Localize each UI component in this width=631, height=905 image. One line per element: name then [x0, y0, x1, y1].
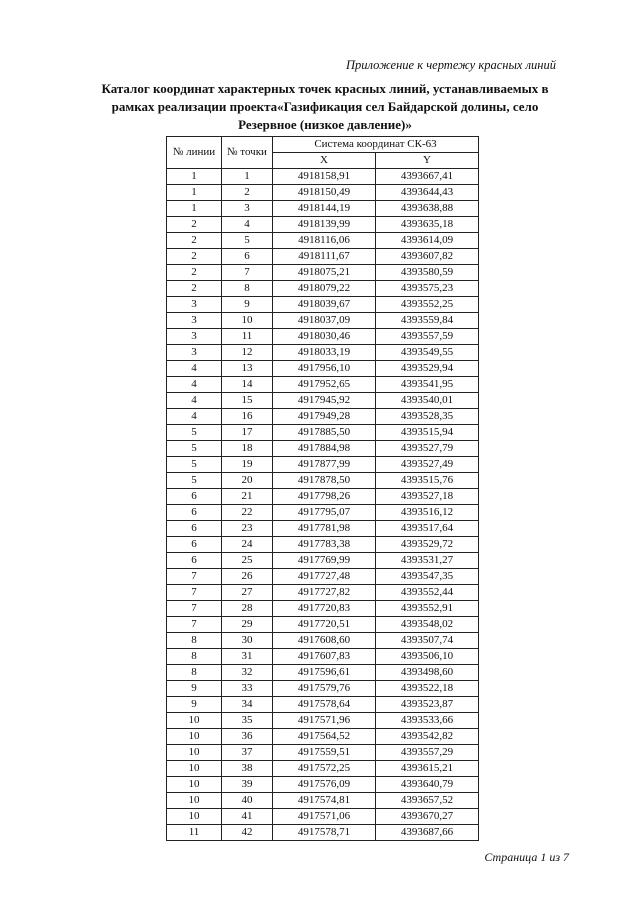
table-row: [167, 585, 479, 601]
cell-line-number: 1: [167, 169, 222, 185]
cell-y: 4393687,66: [376, 825, 479, 841]
cell-y: 4393670,27: [376, 809, 479, 825]
table-row: [167, 473, 479, 489]
cell-point-number: 37: [222, 745, 273, 761]
cell-x: 4918139,99: [273, 217, 376, 233]
cell-y: 4393638,88: [376, 201, 479, 217]
cell-x: 4917559,51: [273, 745, 376, 761]
cell-x: 4917571,96: [273, 713, 376, 729]
page-number: Страница 1 из 7: [484, 850, 569, 864]
cell-y: 4393549,55: [376, 345, 479, 361]
table-row: [167, 521, 479, 537]
cell-x: 4918150,49: [273, 185, 376, 201]
cell-point-number: 18: [222, 441, 273, 457]
cell-point-number: 17: [222, 425, 273, 441]
cell-point-number: 3: [222, 201, 273, 217]
cell-line-number: 10: [167, 761, 222, 777]
cell-x: 4917795,07: [273, 505, 376, 521]
cell-point-number: 11: [222, 329, 273, 345]
cell-point-number: 12: [222, 345, 273, 361]
cell-line-number: 6: [167, 553, 222, 569]
table-row: [167, 185, 479, 201]
table-row: [167, 281, 479, 297]
cell-x: 4917727,48: [273, 569, 376, 585]
cell-x: 4917781,98: [273, 521, 376, 537]
cell-point-number: 7: [222, 265, 273, 281]
header-x: X: [273, 153, 376, 169]
table-row: [167, 393, 479, 409]
cell-y: 4393614,09: [376, 233, 479, 249]
table-row: [167, 793, 479, 809]
cell-line-number: 4: [167, 377, 222, 393]
cell-point-number: 21: [222, 489, 273, 505]
cell-line-number: 5: [167, 441, 222, 457]
cell-line-number: 5: [167, 457, 222, 473]
cell-point-number: 13: [222, 361, 273, 377]
table-row: [167, 697, 479, 713]
cell-x: 4917884,98: [273, 441, 376, 457]
cell-x: 4918033,19: [273, 345, 376, 361]
table-row: [167, 457, 479, 473]
cell-x: 4917607,83: [273, 649, 376, 665]
cell-line-number: 7: [167, 569, 222, 585]
table-row: [167, 809, 479, 825]
cell-line-number: 11: [167, 825, 222, 841]
cell-y: 4393557,29: [376, 745, 479, 761]
cell-point-number: 15: [222, 393, 273, 409]
cell-y: 4393557,59: [376, 329, 479, 345]
cell-line-number: 6: [167, 505, 222, 521]
title-line-1: Каталог координат характерных точек красных линий, устанавливаемых в: [101, 81, 549, 96]
table-row: [167, 665, 479, 681]
cell-line-number: 2: [167, 233, 222, 249]
cell-line-number: 4: [167, 409, 222, 425]
title-line-2: рамках реализации проекта«Газификация сел Байдарской долины, село: [111, 99, 539, 114]
cell-line-number: 2: [167, 281, 222, 297]
cell-point-number: 6: [222, 249, 273, 265]
cell-y: 4393657,52: [376, 793, 479, 809]
cell-x: 4917579,76: [273, 681, 376, 697]
cell-line-number: 9: [167, 681, 222, 697]
header-coordinate-system: Система координат СК-63: [273, 137, 479, 153]
cell-y: 4393552,44: [376, 585, 479, 601]
table-row: [167, 649, 479, 665]
table-row: [167, 169, 479, 185]
cell-x: 4917578,64: [273, 697, 376, 713]
cell-x: 4917952,65: [273, 377, 376, 393]
appendix-note: Приложение к чертежу красных линий: [346, 58, 556, 72]
cell-point-number: 4: [222, 217, 273, 233]
cell-point-number: 40: [222, 793, 273, 809]
cell-y: 4393640,79: [376, 777, 479, 793]
cell-x: 4917956,10: [273, 361, 376, 377]
header-point-number: № точки: [222, 137, 273, 169]
cell-line-number: 2: [167, 249, 222, 265]
cell-y: 4393528,35: [376, 409, 479, 425]
cell-line-number: 10: [167, 713, 222, 729]
cell-y: 4393547,35: [376, 569, 479, 585]
cell-line-number: 10: [167, 729, 222, 745]
table-row: [167, 345, 479, 361]
table-row: [167, 825, 479, 841]
cell-line-number: 6: [167, 537, 222, 553]
cell-line-number: 6: [167, 521, 222, 537]
table-row: [167, 681, 479, 697]
cell-y: 4393516,12: [376, 505, 479, 521]
cell-y: 4393635,18: [376, 217, 479, 233]
document-title: [95, 80, 555, 134]
cell-line-number: 2: [167, 217, 222, 233]
cell-point-number: 26: [222, 569, 273, 585]
table-body: [167, 169, 479, 841]
table-row: [167, 233, 479, 249]
cell-x: 4917798,26: [273, 489, 376, 505]
table-row: [167, 377, 479, 393]
cell-point-number: 25: [222, 553, 273, 569]
cell-y: 4393533,66: [376, 713, 479, 729]
cell-y: 4393527,18: [376, 489, 479, 505]
cell-point-number: 20: [222, 473, 273, 489]
header-line-number: № линии: [167, 137, 222, 169]
cell-point-number: 1: [222, 169, 273, 185]
cell-point-number: 32: [222, 665, 273, 681]
cell-y: 4393667,41: [376, 169, 479, 185]
table-row: [167, 617, 479, 633]
cell-x: 4918111,67: [273, 249, 376, 265]
cell-y: 4393580,59: [376, 265, 479, 281]
cell-x: 4917564,52: [273, 729, 376, 745]
cell-y: 4393522,18: [376, 681, 479, 697]
cell-y: 4393540,01: [376, 393, 479, 409]
table-row: [167, 425, 479, 441]
cell-y: 4393552,25: [376, 297, 479, 313]
cell-x: 4918144,19: [273, 201, 376, 217]
cell-x: 4917878,50: [273, 473, 376, 489]
cell-y: 4393644,43: [376, 185, 479, 201]
table-row: [167, 441, 479, 457]
cell-line-number: 8: [167, 633, 222, 649]
cell-y: 4393559,84: [376, 313, 479, 329]
cell-y: 4393575,23: [376, 281, 479, 297]
cell-x: 4917574,81: [273, 793, 376, 809]
cell-x: 4917945,92: [273, 393, 376, 409]
cell-point-number: 8: [222, 281, 273, 297]
table-row: [167, 601, 479, 617]
cell-x: 4918075,21: [273, 265, 376, 281]
cell-line-number: 3: [167, 345, 222, 361]
cell-x: 4918158,91: [273, 169, 376, 185]
table-row: [167, 329, 479, 345]
table-row: [167, 777, 479, 793]
cell-y: 4393523,87: [376, 697, 479, 713]
cell-y: 4393515,94: [376, 425, 479, 441]
cell-y: 4393541,95: [376, 377, 479, 393]
cell-point-number: 5: [222, 233, 273, 249]
table-row: [167, 633, 479, 649]
cell-line-number: 10: [167, 793, 222, 809]
cell-x: 4917578,71: [273, 825, 376, 841]
table-row: [167, 217, 479, 233]
cell-point-number: 38: [222, 761, 273, 777]
cell-line-number: 3: [167, 313, 222, 329]
cell-x: 4917769,99: [273, 553, 376, 569]
cell-x: 4918116,06: [273, 233, 376, 249]
title-line-3: Резервное (низкое давление)»: [238, 117, 412, 132]
cell-y: 4393527,49: [376, 457, 479, 473]
table-row: [167, 569, 479, 585]
cell-point-number: 34: [222, 697, 273, 713]
cell-line-number: 8: [167, 649, 222, 665]
table-row: [167, 297, 479, 313]
cell-line-number: 3: [167, 297, 222, 313]
cell-y: 4393529,72: [376, 537, 479, 553]
cell-line-number: 7: [167, 617, 222, 633]
cell-y: 4393507,74: [376, 633, 479, 649]
cell-x: 4918030,46: [273, 329, 376, 345]
cell-y: 4393542,82: [376, 729, 479, 745]
cell-y: 4393527,79: [376, 441, 479, 457]
cell-x: 4917720,83: [273, 601, 376, 617]
cell-point-number: 41: [222, 809, 273, 825]
cell-point-number: 27: [222, 585, 273, 601]
cell-line-number: 10: [167, 745, 222, 761]
cell-x: 4917877,99: [273, 457, 376, 473]
cell-line-number: 1: [167, 185, 222, 201]
cell-x: 4918039,67: [273, 297, 376, 313]
cell-y: 4393515,76: [376, 473, 479, 489]
cell-x: 4917576,09: [273, 777, 376, 793]
table-row: [167, 313, 479, 329]
cell-point-number: 42: [222, 825, 273, 841]
cell-line-number: 3: [167, 329, 222, 345]
cell-y: 4393529,94: [376, 361, 479, 377]
cell-point-number: 23: [222, 521, 273, 537]
cell-x: 4917571,06: [273, 809, 376, 825]
table-row: [167, 505, 479, 521]
cell-line-number: 9: [167, 697, 222, 713]
table-row: [167, 761, 479, 777]
cell-x: 4917783,38: [273, 537, 376, 553]
cell-y: 4393552,91: [376, 601, 479, 617]
cell-point-number: 36: [222, 729, 273, 745]
table-row: [167, 489, 479, 505]
cell-point-number: 24: [222, 537, 273, 553]
coordinates-table: [166, 136, 479, 841]
cell-x: 4917885,50: [273, 425, 376, 441]
table-row: [167, 729, 479, 745]
cell-x: 4917727,82: [273, 585, 376, 601]
cell-line-number: 7: [167, 601, 222, 617]
cell-point-number: 22: [222, 505, 273, 521]
cell-x: 4918079,22: [273, 281, 376, 297]
cell-y: 4393498,60: [376, 665, 479, 681]
cell-point-number: 35: [222, 713, 273, 729]
cell-point-number: 2: [222, 185, 273, 201]
table-row: [167, 201, 479, 217]
cell-point-number: 14: [222, 377, 273, 393]
table-row: [167, 249, 479, 265]
cell-line-number: 7: [167, 585, 222, 601]
cell-point-number: 31: [222, 649, 273, 665]
cell-point-number: 39: [222, 777, 273, 793]
cell-point-number: 16: [222, 409, 273, 425]
header-y: Y: [376, 153, 479, 169]
cell-line-number: 4: [167, 393, 222, 409]
cell-line-number: 10: [167, 777, 222, 793]
cell-line-number: 6: [167, 489, 222, 505]
cell-y: 4393548,02: [376, 617, 479, 633]
cell-line-number: 2: [167, 265, 222, 281]
table-row: [167, 713, 479, 729]
table-row: [167, 745, 479, 761]
cell-y: 4393517,64: [376, 521, 479, 537]
cell-line-number: 5: [167, 473, 222, 489]
cell-y: 4393531,27: [376, 553, 479, 569]
cell-x: 4917720,51: [273, 617, 376, 633]
cell-y: 4393506,10: [376, 649, 479, 665]
cell-x: 4918037,09: [273, 313, 376, 329]
cell-x: 4917608,60: [273, 633, 376, 649]
cell-line-number: 10: [167, 809, 222, 825]
cell-x: 4917572,25: [273, 761, 376, 777]
table-row: [167, 553, 479, 569]
cell-point-number: 30: [222, 633, 273, 649]
cell-line-number: 4: [167, 361, 222, 377]
cell-point-number: 10: [222, 313, 273, 329]
table-row: [167, 265, 479, 281]
cell-point-number: 33: [222, 681, 273, 697]
cell-point-number: 9: [222, 297, 273, 313]
cell-x: 4917596,61: [273, 665, 376, 681]
cell-point-number: 28: [222, 601, 273, 617]
cell-y: 4393607,82: [376, 249, 479, 265]
cell-y: 4393615,21: [376, 761, 479, 777]
table-header: [167, 137, 479, 169]
cell-line-number: 1: [167, 201, 222, 217]
cell-point-number: 29: [222, 617, 273, 633]
cell-line-number: 8: [167, 665, 222, 681]
cell-x: 4917949,28: [273, 409, 376, 425]
table-row: [167, 409, 479, 425]
cell-point-number: 19: [222, 457, 273, 473]
table-row: [167, 537, 479, 553]
table-row: [167, 361, 479, 377]
cell-line-number: 5: [167, 425, 222, 441]
